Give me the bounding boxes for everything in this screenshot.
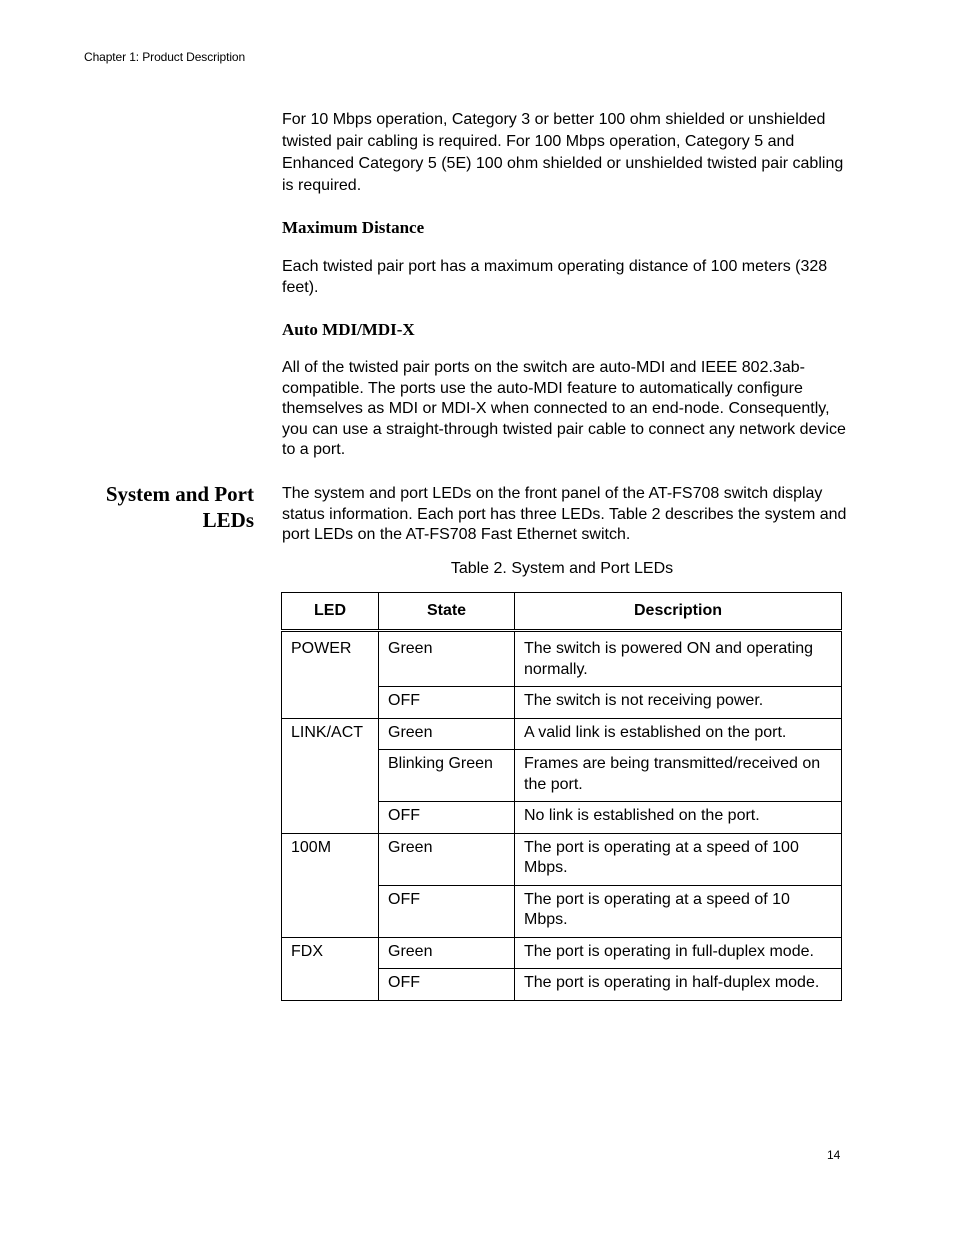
maximum-distance-heading: Maximum Distance: [282, 218, 425, 237]
leds-intro-paragraph: The system and port LEDs on the front panel of the AT-FS708 switch display status information. Each port has three LEDs. Table 2 describes the system and port LEDs on the AT-FS708 Fast Ethernet switch.: [282, 485, 847, 543]
table-header-row: [282, 593, 842, 631]
section-heading: System and Port LEDs: [105, 482, 254, 532]
cabling-paragraph: For 10 Mbps operation, Category 3 or better 100 ohm shielded or unshielded twisted pair cabling is required. For 100 Mbps operation, Category 5 and Enhanced Category 5 (5E) 100 ohm shielded or unshielded twisted pair cabling is required.: [282, 111, 844, 194]
description-cell: The port is operating at a speed of 10 Mbps.: [515, 885, 842, 937]
maximum-distance-paragraph: Each twisted pair port has a maximum operating distance of 100 meters (328 feet).: [282, 258, 828, 296]
state-cell: OFF: [379, 802, 515, 834]
led-table: [281, 592, 842, 1001]
header-led: LED: [282, 593, 379, 631]
description-cell: The port is operating in full-duplex mode.: [515, 937, 842, 969]
state-cell: OFF: [379, 885, 515, 937]
state-cell: Blinking Green: [379, 750, 515, 802]
state-cell: Green: [379, 718, 515, 750]
description-cell: The port is operating in half-duplex mode.: [515, 969, 842, 1001]
table-row: [282, 937, 842, 969]
state-cell: OFF: [379, 969, 515, 1001]
auto-mdi-heading: Auto MDI/MDI-X: [282, 320, 415, 339]
description-cell: The switch is not receiving power.: [515, 687, 842, 719]
state-cell: OFF: [379, 687, 515, 719]
description-cell: Frames are being transmitted/received on the port.: [515, 750, 842, 802]
table-row: [282, 718, 842, 750]
table-row: [282, 833, 842, 885]
description-cell: The port is operating at a speed of 100 Mbps.: [515, 833, 842, 885]
header-description: Description: [515, 593, 842, 631]
state-cell: Green: [379, 937, 515, 969]
state-cell: Green: [379, 631, 515, 687]
header-state: State: [379, 593, 515, 631]
led-cell: LINK/ACT: [282, 718, 379, 833]
description-cell: The switch is powered ON and operating normally.: [515, 631, 842, 687]
page-number: 14: [827, 1148, 841, 1162]
led-cell: POWER: [282, 631, 379, 719]
description-cell: A valid link is established on the port.: [515, 718, 842, 750]
description-cell: No link is established on the port.: [515, 802, 842, 834]
led-cell: 100M: [282, 833, 379, 937]
running-header: Chapter 1: Product Description: [84, 50, 246, 64]
auto-mdi-paragraph: All of the twisted pair ports on the switch are auto-MDI and IEEE 802.3ab-compatible. The ports use the auto-MDI feature to automatically configure themselves as MDI or MDI-X when connected to an end-node. Consequently, you can use a straight-through twisted pair cable to connect any network device to a port.: [282, 359, 846, 458]
led-cell: FDX: [282, 937, 379, 1000]
table-caption: Table 2. System and Port LEDs: [450, 560, 674, 577]
state-cell: Green: [379, 833, 515, 885]
table-row: [282, 631, 842, 687]
